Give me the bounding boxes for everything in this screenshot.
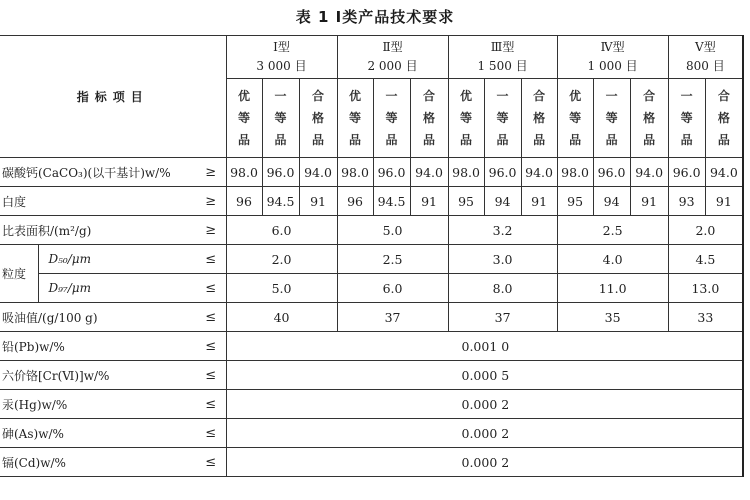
grade-header: 一等品 xyxy=(373,79,410,158)
row-label: 吸油值/(g/100 g) xyxy=(0,303,196,332)
grade-header: 优等品 xyxy=(337,79,373,158)
table-row-mercury xyxy=(0,390,743,419)
value-cell: 91 xyxy=(410,187,448,216)
type-name: Ⅴ型 xyxy=(695,40,716,54)
type-mesh: 800 目 xyxy=(686,59,725,73)
value-cell: 96.0 xyxy=(484,158,521,187)
value-cell: 0.001 0 xyxy=(226,332,743,361)
row-label: 镉(Cd)w/% xyxy=(0,448,196,477)
grade-header: 优等品 xyxy=(448,79,484,158)
value-cell: 96 xyxy=(226,187,262,216)
comparison-symbol: ≤ xyxy=(196,332,226,361)
table-row-surface-area xyxy=(0,216,743,245)
value-cell: 35 xyxy=(557,303,668,332)
value-cell: 91 xyxy=(630,187,668,216)
row-group-label: 粒度 xyxy=(0,245,38,303)
comparison-symbol: ≥ xyxy=(196,187,226,216)
comparison-symbol: ≤ xyxy=(196,390,226,419)
value-cell: 91 xyxy=(521,187,557,216)
grade-header: 合格品 xyxy=(521,79,557,158)
value-cell: 2.5 xyxy=(337,245,448,274)
type-header-3 xyxy=(448,36,557,79)
table-row-whiteness xyxy=(0,187,743,216)
table-title: 表 1 Ⅰ类产品技术要求 xyxy=(295,8,455,26)
type-mesh: 1 500 目 xyxy=(477,59,528,73)
grade-header: 合格品 xyxy=(410,79,448,158)
value-cell: 95 xyxy=(448,187,484,216)
comparison-symbol: ≥ xyxy=(196,158,226,187)
row-label: 碳酸钙(CaCO₃)(以干基计)w/% xyxy=(0,158,196,187)
value-cell: 0.000 2 xyxy=(226,390,743,419)
grade-header: 一等品 xyxy=(668,79,705,158)
grade-header: 合格品 xyxy=(299,79,337,158)
value-cell: 8.0 xyxy=(448,274,557,303)
value-cell: 2.0 xyxy=(668,216,743,245)
row-label: D₅₀/μm xyxy=(38,245,196,274)
grade-header: 合格品 xyxy=(630,79,668,158)
value-cell: 96 xyxy=(337,187,373,216)
value-cell: 91 xyxy=(299,187,337,216)
value-cell: 94 xyxy=(593,187,630,216)
table-row-d97 xyxy=(0,274,743,303)
grade-header: 合格品 xyxy=(705,79,743,158)
table-row-arsenic xyxy=(0,419,743,448)
row-label: 铅(Pb)w/% xyxy=(0,332,196,361)
comparison-symbol: ≥ xyxy=(196,216,226,245)
value-cell: 0.000 5 xyxy=(226,361,743,390)
value-cell: 3.0 xyxy=(448,245,557,274)
technical-requirements-table xyxy=(0,35,744,477)
comparison-symbol: ≤ xyxy=(196,419,226,448)
type-name: Ⅲ型 xyxy=(490,40,515,54)
item-column-header: 指标项目 xyxy=(0,36,226,158)
value-cell: 94.5 xyxy=(262,187,299,216)
value-cell: 2.0 xyxy=(226,245,337,274)
value-cell: 0.000 2 xyxy=(226,419,743,448)
value-cell: 5.0 xyxy=(226,274,337,303)
table-row-caco3 xyxy=(0,158,743,187)
type-mesh: 1 000 目 xyxy=(587,59,638,73)
type-header-4 xyxy=(557,36,668,79)
grade-header: 一等品 xyxy=(593,79,630,158)
value-cell: 98.0 xyxy=(226,158,262,187)
row-label: 砷(As)w/% xyxy=(0,419,196,448)
value-cell: 96.0 xyxy=(373,158,410,187)
table-row-chromium xyxy=(0,361,743,390)
value-cell: 91 xyxy=(705,187,743,216)
value-cell: 95 xyxy=(557,187,593,216)
value-cell: 40 xyxy=(226,303,337,332)
value-cell: 11.0 xyxy=(557,274,668,303)
grade-header: 优等品 xyxy=(557,79,593,158)
value-cell: 2.5 xyxy=(557,216,668,245)
value-cell: 94.0 xyxy=(705,158,743,187)
comparison-symbol: ≤ xyxy=(196,361,226,390)
value-cell: 13.0 xyxy=(668,274,743,303)
type-name: Ⅰ型 xyxy=(273,40,290,54)
value-cell: 98.0 xyxy=(557,158,593,187)
table-row-cadmium xyxy=(0,448,743,477)
type-header-2 xyxy=(337,36,448,79)
row-label: D₉₇/μm xyxy=(38,274,196,303)
value-cell: 37 xyxy=(448,303,557,332)
grade-header: 优等品 xyxy=(226,79,262,158)
comparison-symbol: ≤ xyxy=(196,303,226,332)
value-cell: 6.0 xyxy=(226,216,337,245)
value-cell: 96.0 xyxy=(593,158,630,187)
type-mesh: 3 000 目 xyxy=(256,59,307,73)
value-cell: 94.0 xyxy=(299,158,337,187)
type-header-5 xyxy=(668,36,743,79)
value-cell: 4.5 xyxy=(668,245,743,274)
table-row-lead xyxy=(0,332,743,361)
type-header-1 xyxy=(226,36,337,79)
row-label: 汞(Hg)w/% xyxy=(0,390,196,419)
type-name: Ⅱ型 xyxy=(382,40,403,54)
value-cell: 94.0 xyxy=(521,158,557,187)
grade-header: 一等品 xyxy=(484,79,521,158)
table-row-d50 xyxy=(0,245,743,274)
value-cell: 96.0 xyxy=(262,158,299,187)
type-name: Ⅳ型 xyxy=(600,40,625,54)
comparison-symbol: ≤ xyxy=(196,448,226,477)
value-cell: 3.2 xyxy=(448,216,557,245)
value-cell: 96.0 xyxy=(668,158,705,187)
value-cell: 94.0 xyxy=(630,158,668,187)
comparison-symbol: ≤ xyxy=(196,245,226,274)
value-cell: 37 xyxy=(337,303,448,332)
value-cell: 98.0 xyxy=(448,158,484,187)
grade-header: 一等品 xyxy=(262,79,299,158)
value-cell: 94.0 xyxy=(410,158,448,187)
row-label: 比表面积/(m²/g) xyxy=(0,216,196,245)
value-cell: 0.000 2 xyxy=(226,448,743,477)
value-cell: 4.0 xyxy=(557,245,668,274)
value-cell: 98.0 xyxy=(337,158,373,187)
table-row-oil-absorption xyxy=(0,303,743,332)
comparison-symbol: ≤ xyxy=(196,274,226,303)
type-mesh: 2 000 目 xyxy=(367,59,418,73)
row-label: 六价铬[Cr(Ⅵ)]w/% xyxy=(0,361,196,390)
value-cell: 93 xyxy=(668,187,705,216)
header-row-types xyxy=(0,36,743,79)
value-cell: 33 xyxy=(668,303,743,332)
value-cell: 6.0 xyxy=(337,274,448,303)
value-cell: 94.5 xyxy=(373,187,410,216)
value-cell: 94 xyxy=(484,187,521,216)
row-label: 白度 xyxy=(0,187,196,216)
value-cell: 5.0 xyxy=(337,216,448,245)
